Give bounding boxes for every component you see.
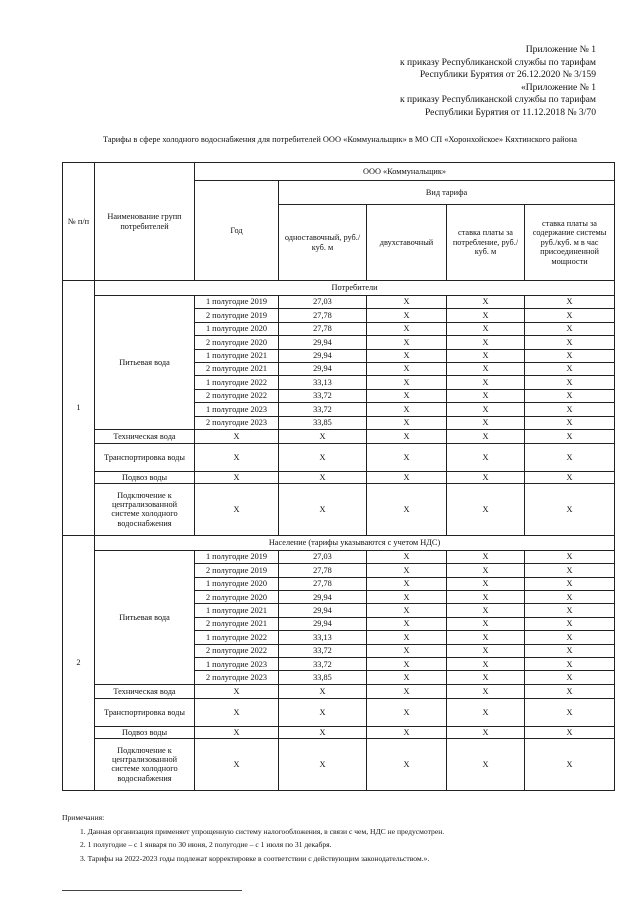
note-item: 2. 1 полугодие – с 1 января по 30 июня, 2 полугодие – с 1 июля по 31 декабря.	[80, 840, 332, 849]
tariff-table	[62, 162, 615, 791]
not-applicable-mark: X	[367, 726, 447, 738]
not-applicable-mark: X	[447, 362, 525, 375]
not-applicable-mark: X	[525, 349, 615, 362]
section-title: Потребители	[95, 281, 615, 296]
not-applicable-mark: X	[525, 631, 615, 644]
single-rate-cell: 27,03	[279, 296, 367, 309]
not-applicable-mark: X	[367, 658, 447, 671]
not-applicable-mark: X	[525, 591, 615, 604]
not-applicable-mark: X	[447, 631, 525, 644]
not-applicable-mark: X	[367, 671, 447, 684]
not-applicable-mark: X	[525, 550, 615, 563]
not-applicable-mark: X	[525, 376, 615, 389]
not-applicable-mark: X	[447, 617, 525, 630]
period-cell: 2 полугодие 2020	[195, 591, 279, 604]
col-header-consumption-rate: ставка платы за потребление, руб./ куб. м	[447, 205, 525, 281]
single-rate-cell: 27,78	[279, 564, 367, 577]
not-applicable-mark: X	[447, 550, 525, 563]
period-cell: 1 полугодие 2019	[195, 296, 279, 309]
not-applicable-mark: X	[525, 738, 615, 790]
group-name: Подвоз воды	[95, 471, 195, 483]
table-row	[63, 483, 615, 535]
not-applicable-mark: X	[447, 483, 525, 535]
col-header-single-rate: одноставочный, руб./ куб. м	[279, 205, 367, 281]
not-applicable-mark: X	[447, 349, 525, 362]
not-applicable-mark: X	[367, 429, 447, 443]
group-drinking-water: Питьевая вода	[95, 550, 195, 684]
not-applicable-mark: X	[525, 389, 615, 402]
period-cell: 2 полугодие 2019	[195, 309, 279, 322]
header-line: к приказу Республиканской службы по тарифам	[399, 94, 596, 106]
not-applicable-mark: X	[279, 726, 367, 738]
not-applicable-mark: X	[367, 362, 447, 375]
table-row	[63, 738, 615, 790]
not-applicable-mark: X	[525, 416, 615, 429]
not-applicable-mark: X	[447, 309, 525, 322]
single-rate-cell: 27,78	[279, 309, 367, 322]
not-applicable-mark: X	[367, 416, 447, 429]
not-applicable-mark: X	[367, 617, 447, 630]
not-applicable-mark: X	[367, 591, 447, 604]
not-applicable-mark: X	[447, 403, 525, 416]
note-item: 3. Тарифы на 2022-2023 годы подлежат корректировке в соответствии с действующим законодательством.».	[80, 853, 430, 863]
single-rate-cell: 29,94	[279, 349, 367, 362]
table-row	[63, 296, 615, 309]
header-line: Республики Бурятия от 26.12.2020 № 3/159	[419, 69, 596, 81]
not-applicable-mark: X	[447, 726, 525, 738]
not-applicable-mark: X	[447, 644, 525, 657]
period-cell: 1 полугодие 2021	[195, 349, 279, 362]
single-rate-cell: 33,85	[279, 416, 367, 429]
not-applicable-mark: X	[525, 564, 615, 577]
not-applicable-mark: X	[447, 604, 525, 617]
not-applicable-mark: X	[447, 389, 525, 402]
not-applicable-mark: X	[367, 349, 447, 362]
not-applicable-mark: X	[195, 698, 279, 726]
not-applicable-mark: X	[447, 684, 525, 698]
single-rate-cell: 33,72	[279, 403, 367, 416]
row-number: 2	[63, 535, 95, 790]
single-rate-cell: 29,94	[279, 591, 367, 604]
row-number: 1	[63, 281, 95, 536]
col-header-number: № п/п	[63, 163, 95, 281]
period-cell: 2 полугодие 2022	[195, 644, 279, 657]
not-applicable-mark: X	[447, 698, 525, 726]
period-cell: 1 полугодие 2023	[195, 403, 279, 416]
approval-header	[400, 44, 596, 120]
not-applicable-mark: X	[525, 362, 615, 375]
period-cell: 1 полугодие 2019	[195, 550, 279, 563]
not-applicable-mark: X	[525, 644, 615, 657]
not-applicable-mark: X	[525, 671, 615, 684]
not-applicable-mark: X	[367, 684, 447, 698]
col-header-maintenance-rate: ставка платы за содержание системы руб./куб. м в час присоединенной мощности	[525, 205, 615, 281]
table-row	[63, 726, 615, 738]
table-row	[63, 429, 615, 443]
not-applicable-mark: X	[525, 698, 615, 726]
single-rate-cell: 29,94	[279, 362, 367, 375]
not-applicable-mark: X	[525, 604, 615, 617]
group-drinking-water: Питьевая вода	[95, 296, 195, 430]
not-applicable-mark: X	[367, 483, 447, 535]
document-title: Тарифы в сфере холодного водоснабжения для потребителей ООО «Коммунальщик» в МО СП «Хоронхойское» Кяхтинского района	[102, 135, 578, 144]
table-row	[63, 698, 615, 726]
not-applicable-mark: X	[195, 726, 279, 738]
not-applicable-mark: X	[525, 483, 615, 535]
not-applicable-mark: X	[367, 631, 447, 644]
not-applicable-mark: X	[279, 471, 367, 483]
notes-heading: Примечания:	[62, 813, 105, 822]
note-item: 1. Данная организация применяет упрощенную систему налогообложения, в связи с чем, НДС не предусмотрен.	[80, 826, 445, 836]
not-applicable-mark: X	[447, 577, 525, 590]
period-cell: 2 полугодие 2019	[195, 564, 279, 577]
not-applicable-mark: X	[447, 336, 525, 349]
period-cell: 1 полугодие 2022	[195, 631, 279, 644]
period-cell: 1 полугодие 2020	[195, 322, 279, 335]
footer-rule	[62, 890, 242, 891]
not-applicable-mark: X	[525, 617, 615, 630]
group-name: Подключение к централизованной системе холодного водоснабжения	[95, 738, 195, 790]
not-applicable-mark: X	[367, 322, 447, 335]
not-applicable-mark: X	[525, 471, 615, 483]
period-cell: 2 полугодие 2023	[195, 671, 279, 684]
single-rate-cell: 33,72	[279, 644, 367, 657]
notes	[62, 811, 622, 865]
not-applicable-mark: X	[447, 471, 525, 483]
not-applicable-mark: X	[447, 322, 525, 335]
single-rate-cell: 29,94	[279, 604, 367, 617]
group-name: Подвоз воды	[95, 726, 195, 738]
not-applicable-mark: X	[447, 443, 525, 471]
not-applicable-mark: X	[447, 564, 525, 577]
period-cell: 2 полугодие 2023	[195, 416, 279, 429]
not-applicable-mark: X	[195, 738, 279, 790]
not-applicable-mark: X	[367, 443, 447, 471]
not-applicable-mark: X	[279, 483, 367, 535]
header-line: «Приложение № 1	[520, 81, 596, 93]
table-row	[63, 443, 615, 471]
single-rate-cell: 33,72	[279, 658, 367, 671]
header-line: к приказу Республиканской службы по тарифам	[399, 56, 596, 68]
not-applicable-mark: X	[279, 443, 367, 471]
group-name: Подключение к централизованной системе холодного водоснабжения	[95, 483, 195, 535]
section-title: Население (тарифы указываются с учетом НДС)	[95, 535, 615, 550]
not-applicable-mark: X	[279, 698, 367, 726]
not-applicable-mark: X	[367, 577, 447, 590]
not-applicable-mark: X	[447, 591, 525, 604]
table-row	[63, 550, 615, 563]
not-applicable-mark: X	[279, 684, 367, 698]
col-header-year: Год	[195, 181, 279, 281]
not-applicable-mark: X	[447, 296, 525, 309]
single-rate-cell: 29,94	[279, 336, 367, 349]
not-applicable-mark: X	[525, 429, 615, 443]
not-applicable-mark: X	[367, 738, 447, 790]
group-name: Транспортировка воды	[95, 698, 195, 726]
table-row	[63, 684, 615, 698]
not-applicable-mark: X	[195, 684, 279, 698]
not-applicable-mark: X	[525, 296, 615, 309]
not-applicable-mark: X	[525, 577, 615, 590]
not-applicable-mark: X	[279, 738, 367, 790]
not-applicable-mark: X	[525, 322, 615, 335]
period-cell: 2 полугодие 2021	[195, 617, 279, 630]
header-line: Приложение № 1	[525, 44, 596, 55]
single-rate-cell: 27,78	[279, 322, 367, 335]
not-applicable-mark: X	[447, 658, 525, 671]
period-cell: 1 полугодие 2020	[195, 577, 279, 590]
not-applicable-mark: X	[367, 336, 447, 349]
not-applicable-mark: X	[447, 738, 525, 790]
header-line: Республики Бурятия от 11.12.2018 № 3/70	[424, 106, 596, 118]
not-applicable-mark: X	[367, 389, 447, 402]
organization-name: ООО «Коммунальщик»	[195, 163, 615, 181]
not-applicable-mark: X	[525, 403, 615, 416]
not-applicable-mark: X	[447, 429, 525, 443]
period-cell: 2 полугодие 2021	[195, 362, 279, 375]
period-cell: 1 полугодие 2022	[195, 376, 279, 389]
section-title-row	[63, 535, 615, 550]
not-applicable-mark: X	[447, 416, 525, 429]
not-applicable-mark: X	[195, 483, 279, 535]
not-applicable-mark: X	[447, 376, 525, 389]
not-applicable-mark: X	[367, 550, 447, 563]
not-applicable-mark: X	[447, 671, 525, 684]
not-applicable-mark: X	[525, 684, 615, 698]
single-rate-cell: 33,13	[279, 376, 367, 389]
group-name: Транспортировка воды	[95, 443, 195, 471]
tariff-kind-header: Вид тарифа	[279, 181, 615, 205]
col-header-two-rate: двухставочный	[367, 205, 447, 281]
not-applicable-mark: X	[525, 658, 615, 671]
single-rate-cell: 33,85	[279, 671, 367, 684]
not-applicable-mark: X	[367, 644, 447, 657]
section-title-row	[63, 281, 615, 296]
not-applicable-mark: X	[195, 471, 279, 483]
single-rate-cell: 33,72	[279, 389, 367, 402]
not-applicable-mark: X	[525, 443, 615, 471]
not-applicable-mark: X	[367, 296, 447, 309]
period-cell: 1 полугодие 2023	[195, 658, 279, 671]
not-applicable-mark: X	[525, 726, 615, 738]
group-name: Техническая вода	[95, 684, 195, 698]
not-applicable-mark: X	[367, 309, 447, 322]
not-applicable-mark: X	[367, 471, 447, 483]
not-applicable-mark: X	[195, 429, 279, 443]
period-cell: 2 полугодие 2020	[195, 336, 279, 349]
single-rate-cell: 33,13	[279, 631, 367, 644]
not-applicable-mark: X	[367, 604, 447, 617]
not-applicable-mark: X	[195, 443, 279, 471]
single-rate-cell: 27,03	[279, 550, 367, 563]
period-cell: 1 полугодие 2021	[195, 604, 279, 617]
not-applicable-mark: X	[279, 429, 367, 443]
not-applicable-mark: X	[367, 403, 447, 416]
not-applicable-mark: X	[525, 309, 615, 322]
single-rate-cell: 29,94	[279, 617, 367, 630]
period-cell: 2 полугодие 2022	[195, 389, 279, 402]
group-name: Техническая вода	[95, 429, 195, 443]
not-applicable-mark: X	[367, 698, 447, 726]
single-rate-cell: 27,78	[279, 577, 367, 590]
not-applicable-mark: X	[367, 376, 447, 389]
not-applicable-mark: X	[525, 336, 615, 349]
not-applicable-mark: X	[367, 564, 447, 577]
table-row	[63, 471, 615, 483]
col-header-group: Наименование групп потребителей	[95, 163, 195, 281]
